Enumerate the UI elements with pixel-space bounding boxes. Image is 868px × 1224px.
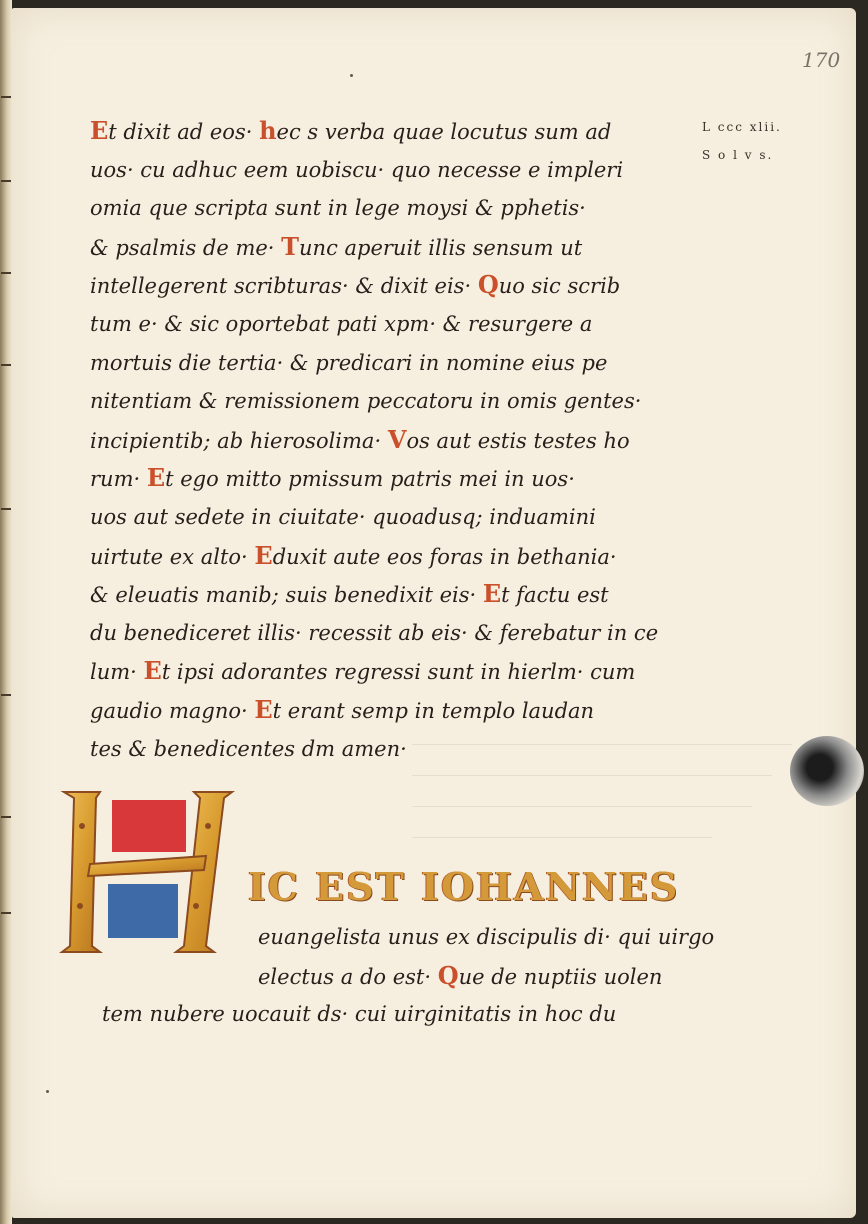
speck <box>350 74 353 77</box>
margin-note-lection: L ccc xlii. <box>702 120 782 134</box>
text-line: lum· Et ipsi adorantes regressi sunt in hierlm· cum <box>90 656 636 686</box>
text-line: electus a do est· Que de nuptiis uolen <box>258 960 663 990</box>
text-line: gaudio magno· Et erant semp in templo laudan <box>90 694 595 724</box>
second-text-block <box>102 918 715 1034</box>
text-line: & psalmis de me· Tunc aperuit illis sensum ut <box>90 231 583 261</box>
parchment-hole <box>790 736 864 806</box>
text-line: du benediceret illis· recessit ab eis· & ferebatur in ce <box>90 620 659 645</box>
text-line: tum e· & sic oportebat pati xpm· & resurgere a <box>90 311 593 336</box>
text-line: euangelista unus ex discipulis di· qui uirgo <box>258 925 715 949</box>
text-line: mortuis die tertia· & predicari in nomine eius pe <box>90 350 608 375</box>
previous-leaf-edge <box>0 96 12 996</box>
text-line: Et dixit ad eos· hec s verba quae locutus sum ad <box>90 116 612 145</box>
text-line: uos aut sedete in ciuitate· quoadusq; induamini <box>90 504 596 529</box>
initial-red-panel <box>112 800 186 852</box>
text-line: nitentiam & remissionem peccatoru in omis gentes· <box>90 389 642 414</box>
margin-notes <box>702 120 782 176</box>
text-line: rum· Et ego mitto pmissum patris mei in uos· <box>90 463 575 493</box>
main-text-block <box>90 112 710 768</box>
margin-note-solus: S o l v s. <box>702 148 774 162</box>
speck <box>46 1090 49 1093</box>
text-line: intellegerent scribturas· & dixit eis· Quo sic scrib <box>90 270 621 300</box>
text-line: omia que scripta sunt in lege moysi & pphetis· <box>90 196 586 221</box>
text-line: tem nubere uocauit ds· cui uirginitatis in hoc du <box>102 1002 617 1027</box>
text-line: & eleuatis manib; suis benedixit eis· Et factu est <box>90 579 609 609</box>
text-line: tes & benedicentes dm amen· <box>90 736 407 761</box>
text-line: uirtute ex alto· Eduxit aute eos foras in bethania· <box>90 540 617 570</box>
title-heading: IC EST IOHANNES <box>248 864 680 909</box>
text-line: incipientib; ab hierosolima· Vos aut estis testes ho <box>90 424 630 454</box>
folio-number: 170 <box>802 48 841 72</box>
text-line: uos· cu adhuc eem uobiscu· quo necesse e impleri <box>90 157 624 182</box>
manuscript-page <box>12 8 856 1218</box>
